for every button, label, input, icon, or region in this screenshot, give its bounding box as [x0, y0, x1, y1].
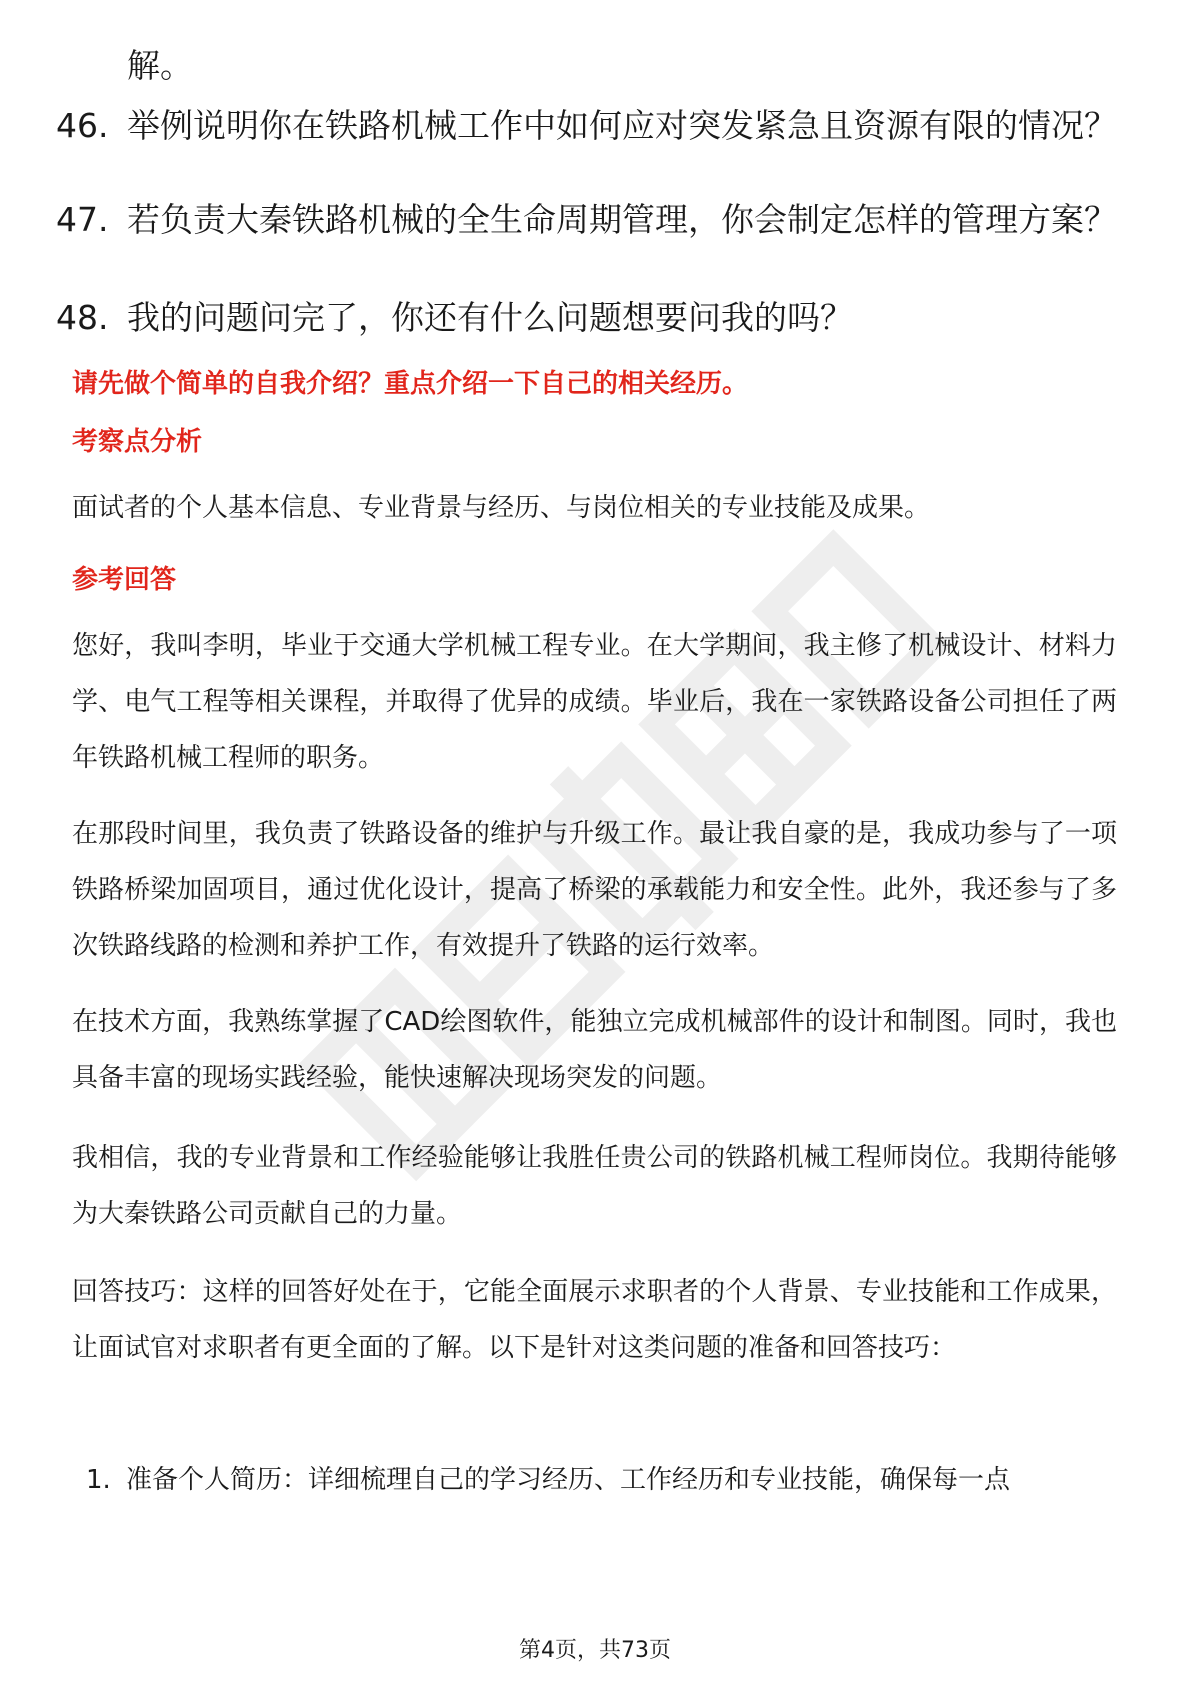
answer-paragraph-3: 在技术方面，我熟练掌握了CAD绘图软件，能独立完成机械部件的设计和制图。同时，我也具备丰富的现场实践经验，能快速解决现场突发的问题。 [72, 1007, 1117, 1093]
analysis-heading: 考察点分析 [72, 427, 203, 457]
answer-heading: 参考回答 [72, 565, 177, 595]
answer-paragraph-2: 在那段时间里，我负责了铁路设备的维护与升级工作。最让我自豪的是，我成功参与了一项铁路桥梁加固项目，通过优化设计，提高了桥梁的承载能力和安全性。此外，我还参与了多次铁路线路的检测和养护工作，有效提升了铁路的运行效率。 [72, 819, 1117, 961]
page-footer: 第4页，共73页 [519, 1638, 671, 1663]
question-continuation-text: 解。 [127, 46, 193, 85]
question-text: 若负责大秦铁路机械的全生命周期管理，你会制定怎样的管理方案？ [127, 200, 1117, 239]
question-text: 举例说明你在铁路机械工作中如何应对突发紧急且资源有限的情况？ [127, 106, 1117, 145]
question-text: 我的问题问完了，你还有什么问题想要问我的吗？ [127, 298, 853, 337]
tip-item-1 [86, 1452, 1126, 1508]
question-number: 48. [56, 298, 109, 337]
question-item-46 [56, 104, 1136, 148]
question-number: 47. [56, 200, 109, 239]
question-number: 46. [56, 106, 109, 145]
tip-text: 准备个人简历：详细梳理自己的学习经历、工作经历和专业技能，确保每一点 [126, 1465, 1011, 1495]
answer-paragraph-4: 我相信，我的专业背景和工作经验能够让我胜任贵公司的铁路机械工程师岗位。我期待能够为大秦铁路公司贡献自己的力量。 [72, 1143, 1117, 1229]
answer-paragraph-1: 您好，我叫李明，毕业于交通大学机械工程专业。在大学期间，我主修了机械设计、材料力学、电气工程等相关课程，并取得了优异的成绩。毕业后，我在一家铁路设备公司担任了两年铁路机械工程师的职务。 [72, 631, 1117, 773]
question-item-48 [56, 296, 1136, 340]
analysis-text: 面试者的个人基本信息、专业背景与经历、与岗位相关的专业技能及成果。 [72, 493, 931, 523]
answer-tips-intro: 回答技巧：这样的回答好处在于，它能全面展示求职者的个人背景、专业技能和工作成果，让面试官对求职者有更全面的了解。以下是针对这类问题的准备和回答技巧： [72, 1277, 1117, 1363]
section-title: 请先做个简单的自我介绍？重点介绍一下自己的相关经历。 [72, 369, 749, 399]
question-item-47 [56, 198, 1136, 242]
question-continuation [56, 44, 1136, 88]
tip-number: 1. [86, 1465, 111, 1495]
